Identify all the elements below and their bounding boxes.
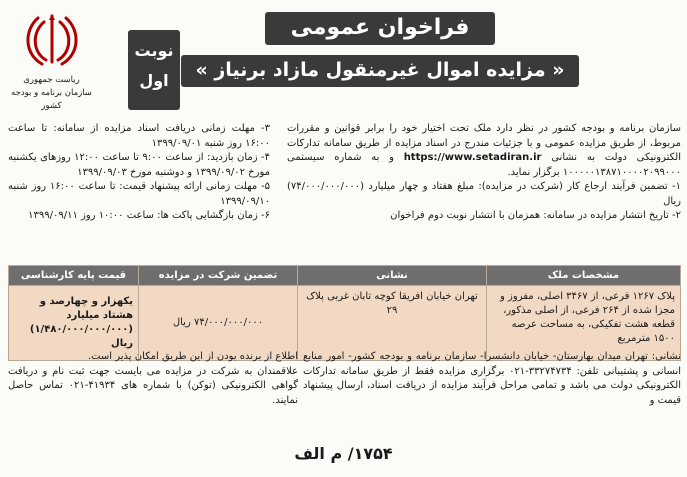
footer-left-text — [8, 350, 298, 408]
intro-end-text: و به شماره سیستمی ۱۰۰۰۰۰۱۳۸۷۱۰۰۰۰۲۰۹۹۰۰۰ برگزار نماید. — [287, 152, 681, 178]
property-table — [8, 265, 681, 361]
page-title: فراخوان عمومی — [265, 12, 496, 45]
col-header-address: نشانی — [298, 266, 487, 286]
col-header-spec: مشخصات ملک — [487, 266, 681, 286]
col-header-guarantee: تضمین شرکت در مزایده — [139, 266, 298, 286]
emblem-caption-1: ریاست جمهوری — [23, 75, 80, 85]
intro-text: سازمان برنامه و بودجه کشور در نظر دارد ملک تحت اختیار خود را برابر قوانین و مقررات مربوط، از طریق مزایده عمومی و با جزئیات مندرج در اسناد مزایده از طریق سامانه تدارکات الکترونیکی دولت به نشانی — [287, 123, 681, 163]
footer-address-paragraph: نشانی: تهران میدان بهارستان- خیابان دانشسرا- سازمان برنامه و بودجه کشور- امور منابع انسانی و پشتیبانی تلفن: ۳۳۲۷۴۷۳۴-۰۲۱ برگزاری مزایده فقط از طریق سامانه تدارکات الکترونیکی دولت می باشد و تمامی مراحل فرآیند مزایده از دریافت اسناد، ارسال پیشنهاد قیمت و — [303, 351, 682, 406]
intro-paragraph — [287, 122, 681, 180]
item-1: ۱- تضمین فرآیند ارجاع کار (شرکت در مزایده): مبلغ هفتاد و چهار میلیارد (۷۴/۰۰۰/۰۰۰/۰۰۰) ریال — [287, 181, 681, 207]
notice-code: ۱۷۵۴/ م الف — [294, 444, 393, 463]
turn-badge — [128, 30, 180, 110]
cell-guarantee: ۷۴/۰۰۰/۰۰۰/۰۰۰ ریال — [139, 286, 298, 361]
page-subtitle: « مزایده اموال غیرمنقول مازاد برنیاز » — [181, 55, 578, 87]
iran-emblem-icon — [22, 10, 82, 70]
col-header-base-price: قیمت پایه کارشناسی — [9, 266, 139, 286]
item-3: ۳- مهلت زمانی دریافت اسناد مزایده از سامانه: تا ساعت ۱۶:۰۰ روز شنبه ۱۳۹۹/۰۹/۰۱ — [8, 123, 270, 149]
turn-value: اول — [139, 71, 169, 90]
item-6: ۶- زمان بازگشایی پاکت ها: ساعت ۱۰:۰۰ روز ۱۳۹۹/۰۹/۱۱ — [28, 210, 270, 221]
setad-url-link[interactable]: https://www.setadiran.ir — [403, 152, 542, 163]
body-right-column — [287, 122, 681, 224]
table-header-row — [9, 266, 681, 286]
cell-spec: پلاک ۱۲۶۷ فرعی، از ۳۴۶۷ اصلی، مفروز و مجزا شده از ۲۶۴ فرعی، از اصلی مذکور، قطعه هشت تفکیکی، به مساحت عرصه ۱۵۰۰ مترمربع — [487, 286, 681, 361]
emblem-block — [4, 2, 99, 122]
footer-left-line-1: اطلاع از برنده بودن از این طریق امکان پذیر است. — [87, 351, 298, 362]
turn-label: نوبت — [134, 41, 174, 60]
footer-left-line-2: علاقمندان به شرکت در مزایده می بایست جهت ثبت نام و دریافت گواهی الکترونیکی (توکن) با شماره های ۴۱۹۳۴-۰۲۱ تماس حاصل نمایند. — [8, 365, 298, 406]
item-2: ۲- تاریخ انتشار مزایده در سامانه: همزمان با انتشار نوبت دوم فراخوان — [390, 210, 681, 221]
item-4: ۴- زمان بازدید: از ساعت ۹:۰۰ تا ساعت ۱۲:۰۰ روزهای یکشنبه مورخ ۱۳۹۹/۰۹/۰۲ و دوشنبه مورخ ۱۳۹۹/۰۹/۰۳ — [8, 152, 270, 178]
body-left-column — [8, 122, 270, 224]
header — [175, 8, 585, 108]
item-5: ۵- مهلت زمانی ارائه پیشنهاد قیمت: تا ساعت ۱۶:۰۰ روز شنبه ۱۳۹۹/۰۹/۱۰ — [8, 181, 270, 207]
cell-base-price: یکهزار و چهارصد و هشتاد میلیارد (۱/۴۸۰/۰۰۰/۰۰۰/۰۰۰) ریال — [9, 286, 139, 361]
cell-address: تهران خیابان افریقا کوچه تابان غربی پلاک ۲۹ — [298, 286, 487, 361]
emblem-caption-2: سازمان برنامه و بودجه کشور — [11, 88, 92, 111]
footer-right-text — [303, 350, 681, 408]
